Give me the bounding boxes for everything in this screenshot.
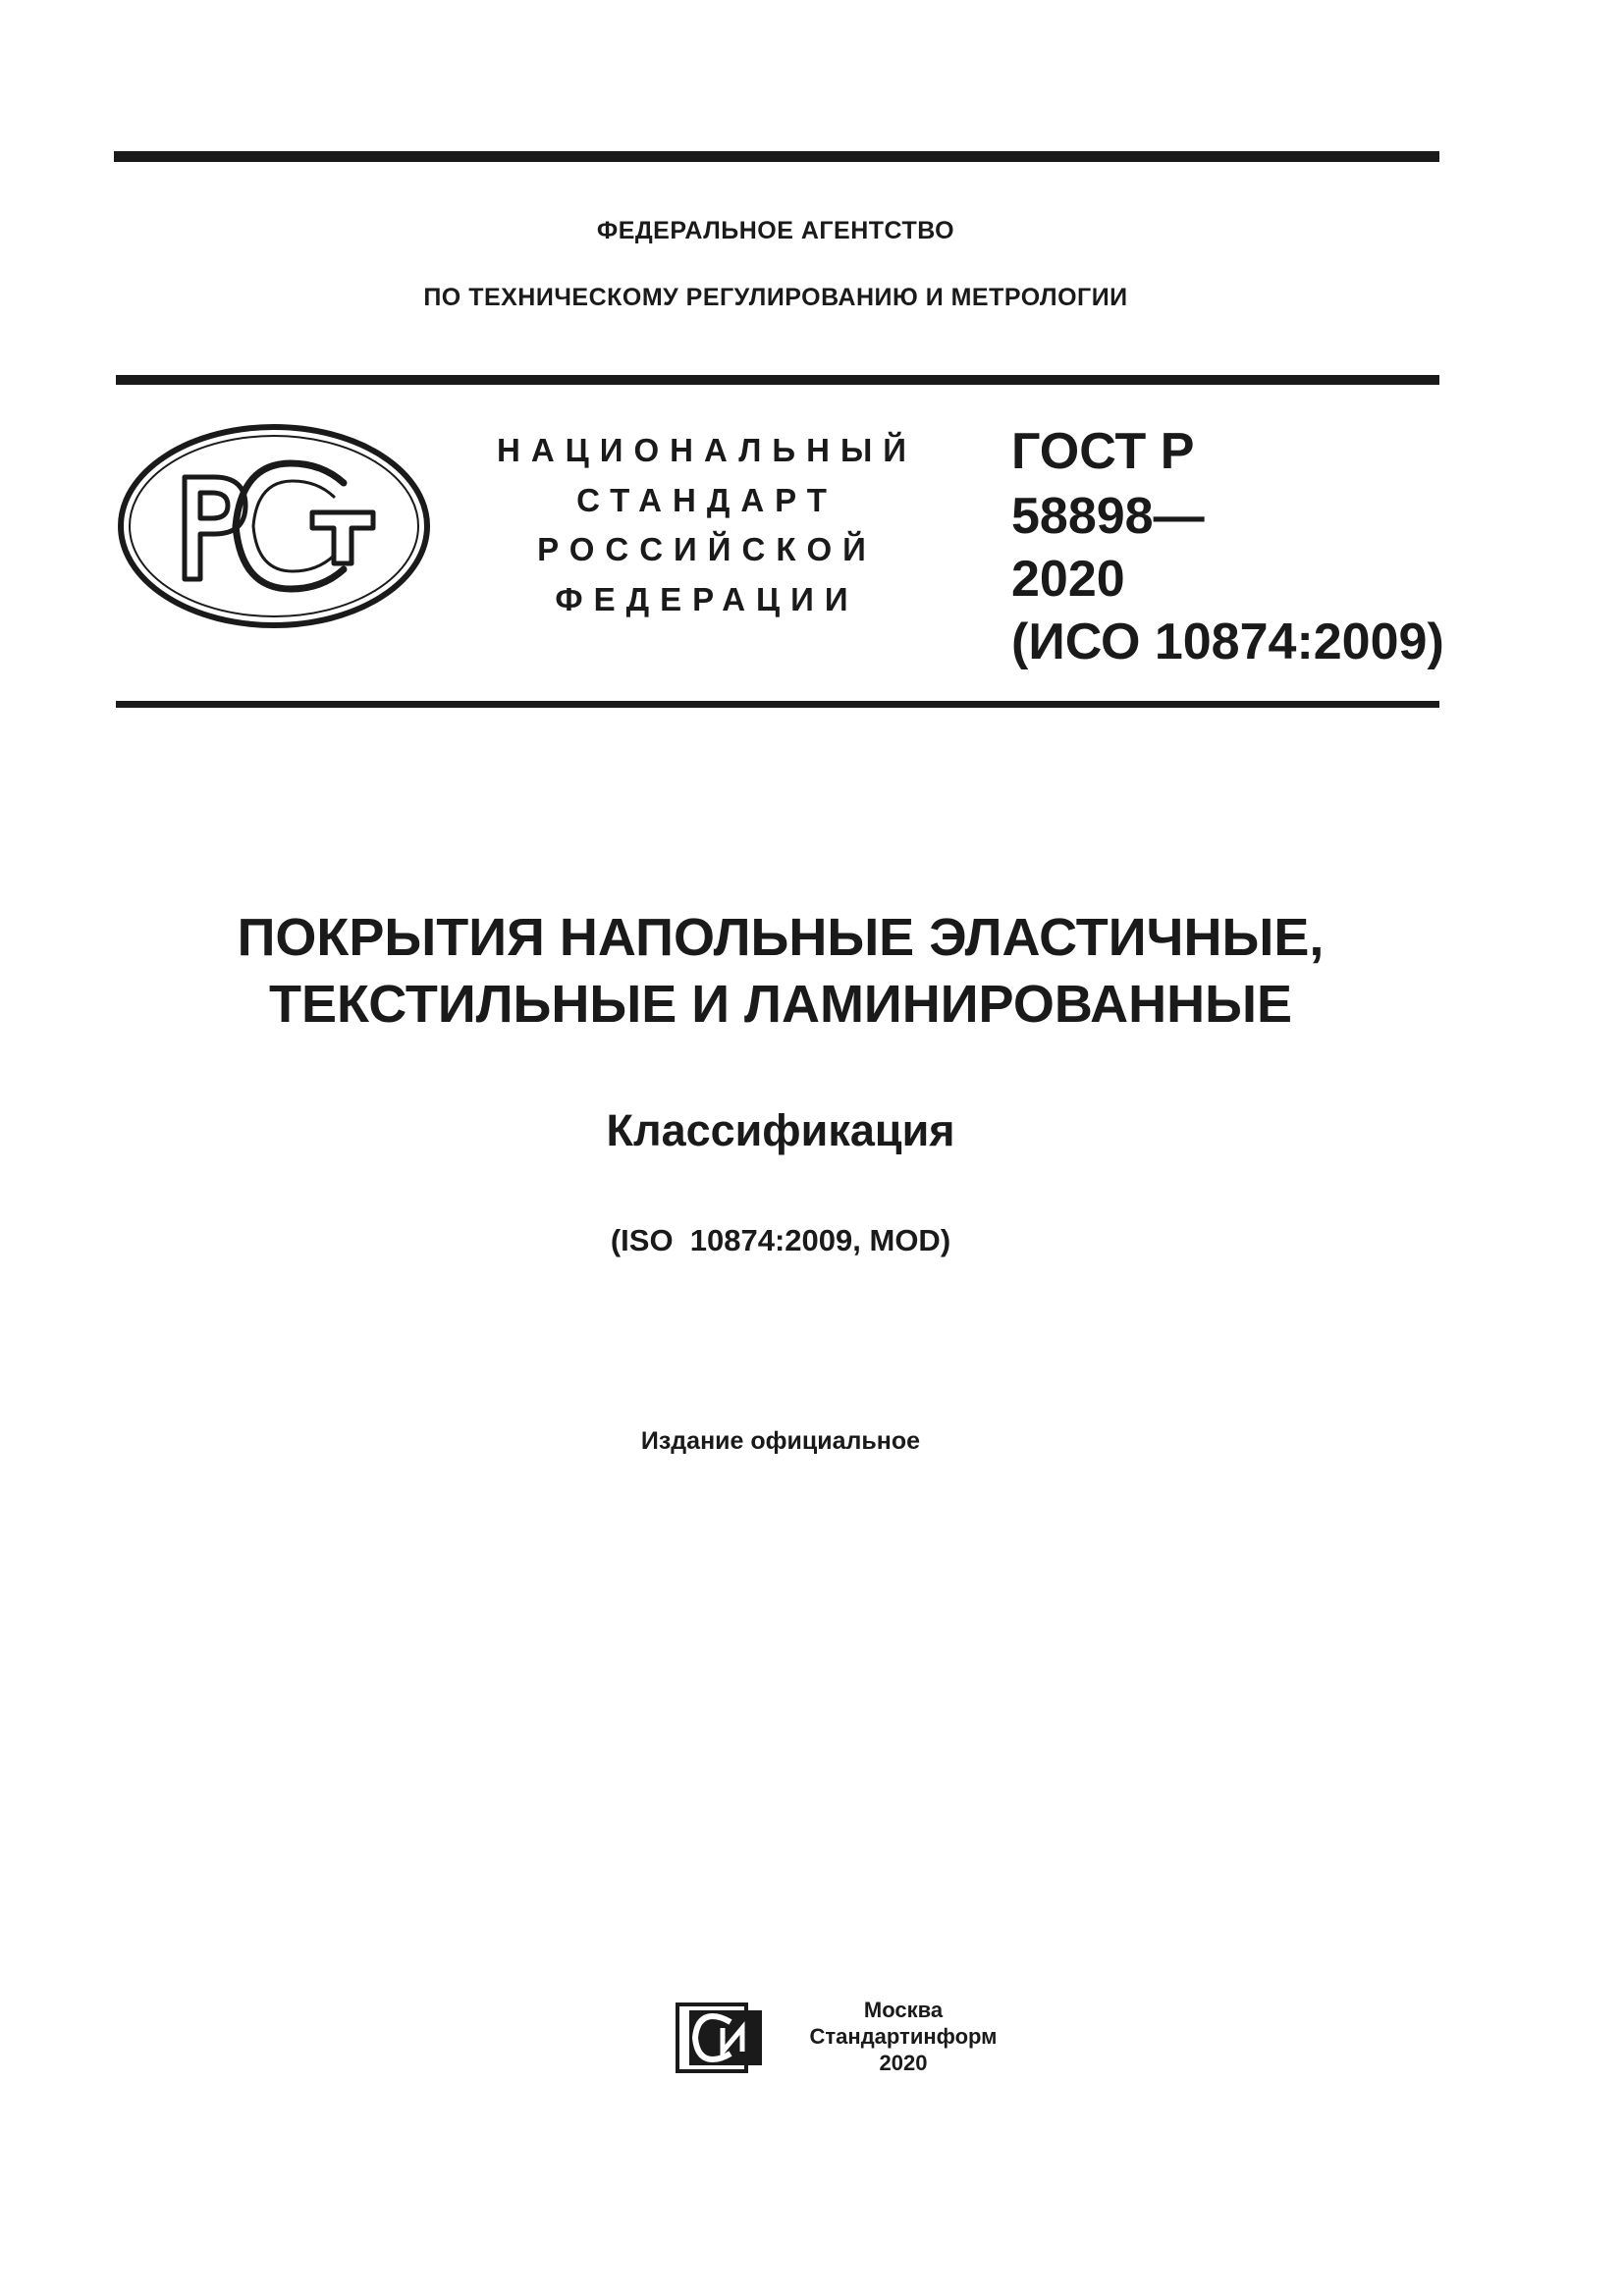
publisher-city: Москва bbox=[863, 1998, 944, 2022]
agency-name-line1: ФЕДЕРАЛЬНОЕ АГЕНТСТВО bbox=[596, 217, 955, 244]
iso-reference: (ISO 10874:2009, MOD) bbox=[610, 1223, 951, 1257]
title-line1: ПОКРЫТИЯ НАПОЛЬНЫЕ ЭЛАСТИЧНЫЕ, bbox=[237, 908, 1325, 967]
designation-line1: ГОСТ Р bbox=[1011, 423, 1195, 480]
rst-logo bbox=[116, 422, 432, 630]
standard-type-line1: НАЦИОНАЛЬНЫЙ bbox=[497, 432, 917, 468]
standard-type-line2: СТАНДАРТ bbox=[576, 482, 838, 518]
standard-type-line4: ФЕДЕРАЦИИ bbox=[555, 581, 859, 617]
publisher-name: Стандартинформ bbox=[809, 2024, 998, 2049]
designation-line4: (ИСО 10874:2009) bbox=[1011, 614, 1444, 670]
designation-line2: 58898— bbox=[1011, 488, 1205, 545]
edition-label: Издание официальное bbox=[640, 1427, 921, 1455]
publisher-year: 2020 bbox=[879, 2051, 928, 2075]
subtitle: Классификация bbox=[606, 1105, 955, 1155]
designation-line3: 2020 bbox=[1011, 551, 1125, 608]
header-rule bbox=[116, 375, 1439, 385]
title-line2: ТЕКСТИЛЬНЫЕ И ЛАМИНИРОВАННЫЕ bbox=[268, 975, 1293, 1034]
top-rule bbox=[114, 151, 1439, 162]
standartinform-logo bbox=[674, 2001, 766, 2075]
agency-name-line2: ПО ТЕХНИЧЕСКОМУ РЕГУЛИРОВАНИЮ И МЕТРОЛОГИИ bbox=[423, 284, 1128, 311]
mid-rule bbox=[116, 701, 1439, 708]
standard-type-line3: РОССИЙСКОЙ bbox=[537, 531, 877, 567]
